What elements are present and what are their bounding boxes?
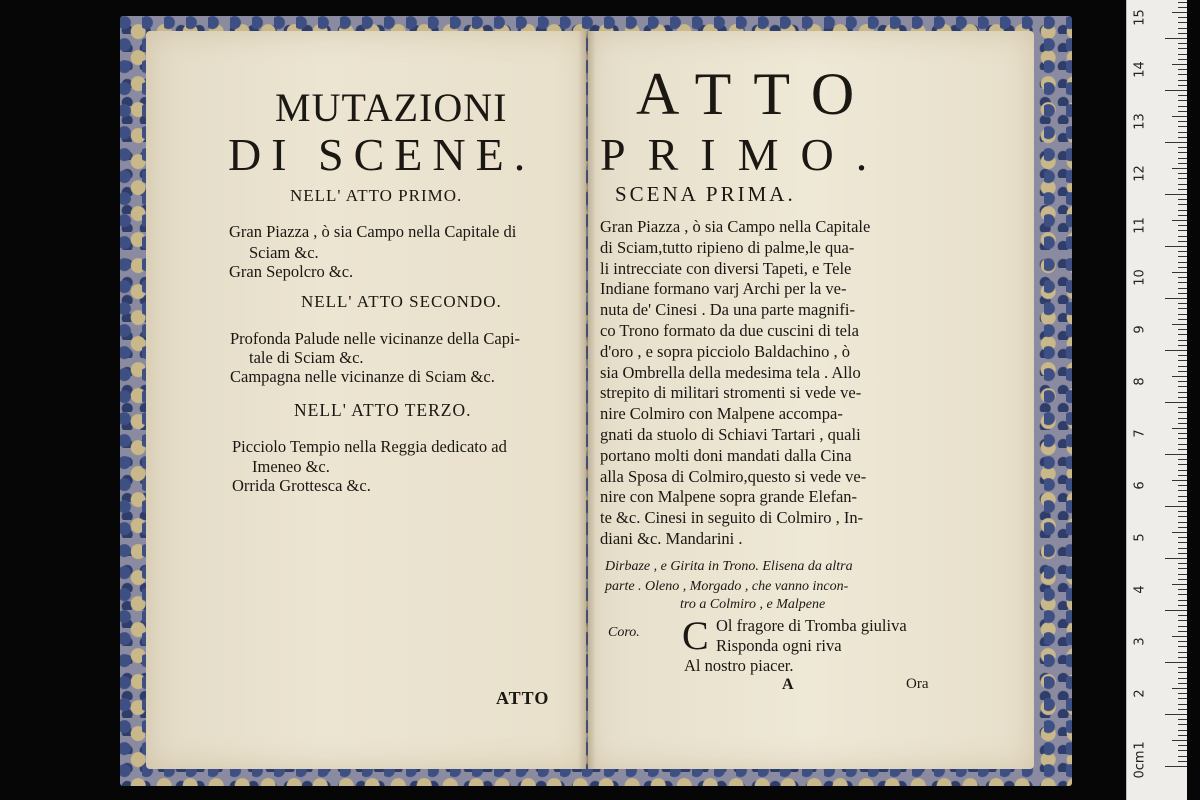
ruler-tick (1178, 719, 1187, 720)
ruler-tick (1178, 745, 1187, 746)
ruler-tick (1178, 111, 1187, 112)
ruler-tick (1178, 158, 1187, 159)
paragraph-line: gnati da stuolo di Schiavi Tartari , quali (600, 424, 861, 444)
paragraph-line: co Trono formato da due cuscini di tela (600, 320, 859, 340)
ruler-tick (1178, 33, 1187, 34)
ruler-tick (1178, 267, 1187, 268)
ruler-tick (1178, 563, 1187, 564)
ruler-number: 14 (1132, 61, 1148, 78)
ruler-tick (1178, 59, 1187, 60)
ruler-tick (1178, 225, 1187, 226)
act1-scene-line: Gran Sepolcro &c. (229, 262, 354, 281)
ruler-tick (1178, 574, 1187, 575)
ruler-tick (1178, 709, 1187, 710)
ruler-tick (1178, 345, 1187, 346)
ruler-tick (1178, 132, 1187, 133)
ruler-tick (1178, 251, 1187, 252)
ruler-tick (1178, 126, 1187, 127)
ruler-tick (1178, 2, 1187, 3)
ruler-tick (1172, 12, 1187, 13)
ruler-tick (1178, 85, 1187, 86)
ruler-tick (1172, 636, 1187, 637)
ruler-tick (1178, 256, 1187, 257)
ruler-tick (1178, 314, 1187, 315)
ruler-tick (1178, 735, 1187, 736)
paragraph-line: nire Colmiro con Malpene accompa- (600, 404, 843, 424)
ruler-tick (1178, 360, 1187, 361)
ruler-tick (1178, 522, 1187, 523)
ruler-tick (1178, 381, 1187, 382)
ruler-tick (1178, 724, 1187, 725)
ruler-tick (1178, 438, 1187, 439)
stage-direction: Dirbaze , e Girita in Trono. Elisena da altra (605, 559, 853, 574)
ruler-tick (1178, 163, 1187, 164)
ruler-number: 7 (1132, 429, 1148, 438)
ruler-tick (1178, 615, 1187, 616)
paragraph-line: Indiane formano varj Archi per la ve- (600, 279, 847, 299)
ruler-tick (1178, 236, 1187, 237)
ruler-tick (1178, 152, 1187, 153)
ruler-tick (1178, 392, 1187, 393)
ruler-tick (1178, 516, 1187, 517)
ruler-tick (1178, 22, 1187, 23)
ruler-tick (1178, 241, 1187, 242)
paragraph-line: te &c. Cinesi in seguito di Colmiro , In- (600, 508, 864, 528)
ruler-tick (1165, 298, 1187, 299)
act3-heading: NELL' ATTO TERZO. (294, 400, 472, 420)
ruler-tick (1178, 199, 1187, 200)
ruler-tick (1178, 683, 1187, 684)
ruler-tick (1178, 121, 1187, 122)
ruler-tick (1172, 168, 1187, 169)
ruler-tick (1165, 610, 1187, 611)
ruler-tick (1178, 433, 1187, 434)
ruler-tick (1172, 324, 1187, 325)
ruler-tick (1178, 641, 1187, 642)
ruler-tick (1178, 277, 1187, 278)
left-title-line1: MUTAZIONI (275, 85, 508, 130)
ruler-tick (1165, 38, 1187, 39)
ruler-tick (1172, 64, 1187, 65)
ruler-number: 8 (1132, 377, 1148, 386)
signature-mark: A (782, 676, 794, 693)
ruler-tick (1178, 568, 1187, 569)
measurement-ruler (1126, 0, 1187, 800)
ruler-number: 15 (1132, 9, 1148, 26)
ruler-tick (1178, 184, 1187, 185)
ruler-tick (1178, 17, 1187, 18)
ruler-number: 1 (1132, 741, 1148, 750)
speaker-label: Coro. (608, 625, 640, 640)
ruler-tick (1178, 397, 1187, 398)
ruler-unit-label: 0cm (1132, 750, 1148, 779)
ruler-tick (1178, 750, 1187, 751)
right-title-line1: ATTO (636, 61, 877, 127)
ruler-tick (1178, 100, 1187, 101)
ruler-number: 13 (1132, 113, 1148, 130)
ruler-tick (1178, 366, 1187, 367)
ruler-tick (1178, 319, 1187, 320)
ruler-number: 3 (1132, 637, 1148, 646)
ruler-number: 10 (1132, 269, 1148, 286)
ruler-tick (1178, 444, 1187, 445)
paragraph-line: alla Sposa di Colmiro,questo si vede ve- (600, 466, 867, 486)
ruler-tick (1178, 646, 1187, 647)
ruler-tick (1178, 423, 1187, 424)
ruler-tick (1178, 189, 1187, 190)
ruler-tick (1178, 43, 1187, 44)
ruler-tick (1178, 7, 1187, 8)
ruler-tick (1172, 220, 1187, 221)
ruler-tick (1178, 80, 1187, 81)
act2-scene-line: tale di Sciam &c. (249, 348, 364, 367)
act2-scene-line: Profonda Palude nelle vicinanze della Capi- (230, 329, 521, 348)
scene-description (600, 216, 870, 549)
verse-line: Risponda ogni riva (716, 636, 842, 655)
paragraph-line: strepito di militari stromenti si vede ve- (600, 383, 862, 403)
ruler-tick (1165, 558, 1187, 559)
ruler-tick (1178, 485, 1187, 486)
act3-scene-line: Imeneo &c. (252, 457, 330, 476)
ruler-tick (1165, 350, 1187, 351)
ruler-tick (1178, 730, 1187, 731)
act1-heading: NELL' ATTO PRIMO. (290, 186, 463, 205)
ruler-tick (1178, 106, 1187, 107)
ruler-tick (1178, 303, 1187, 304)
ruler-tick (1178, 147, 1187, 148)
right-catchword: Ora (906, 676, 929, 692)
ruler-tick (1165, 246, 1187, 247)
ruler-tick (1178, 672, 1187, 673)
ruler-tick (1178, 496, 1187, 497)
ruler-tick (1178, 262, 1187, 263)
act2-heading: NELL' ATTO SECONDO. (301, 292, 502, 311)
act1-scene-line: Sciam &c. (249, 243, 319, 262)
ruler-tick (1178, 69, 1187, 70)
ruler-tick (1178, 490, 1187, 491)
ruler-tick (1178, 293, 1187, 294)
left-title-line2: DI SCENE. (228, 129, 536, 180)
ruler-tick (1178, 631, 1187, 632)
ruler-tick (1165, 506, 1187, 507)
ruler-tick (1178, 626, 1187, 627)
ruler-tick (1178, 464, 1187, 465)
ruler-tick (1178, 527, 1187, 528)
ruler-tick (1178, 178, 1187, 179)
ruler-tick (1178, 594, 1187, 595)
ruler-tick (1178, 355, 1187, 356)
ruler-tick (1178, 54, 1187, 55)
ruler-tick (1178, 657, 1187, 658)
ruler-tick (1178, 475, 1187, 476)
ruler-tick (1178, 579, 1187, 580)
stage-direction: parte . Oleno , Morgado , che vanno incon- (605, 579, 849, 594)
ruler-tick (1172, 116, 1187, 117)
ruler-tick (1178, 210, 1187, 211)
ruler-tick (1178, 74, 1187, 75)
scene-heading: SCENA PRIMA. (615, 182, 796, 206)
verse-line: Al nostro piacer. (684, 656, 794, 675)
ruler-tick (1178, 95, 1187, 96)
ruler-tick (1178, 173, 1187, 174)
ruler-tick (1165, 402, 1187, 403)
ruler-tick (1178, 308, 1187, 309)
paragraph-line: nuta de' Cinesi . Da una parte magnifi- (600, 300, 855, 320)
ruler-tick (1178, 501, 1187, 502)
act3-scene-line: Orrida Grottesca &c. (232, 476, 371, 495)
ruler-tick (1165, 142, 1187, 143)
ruler-tick (1178, 329, 1187, 330)
left-catchword: ATTO (496, 688, 550, 708)
ruler-tick (1172, 272, 1187, 273)
drop-cap: C (682, 613, 709, 658)
ruler-number: 6 (1132, 481, 1148, 490)
ruler-tick (1178, 459, 1187, 460)
ruler-tick (1178, 282, 1187, 283)
ruler-tick (1165, 454, 1187, 455)
ruler-tick (1178, 693, 1187, 694)
ruler-tick (1178, 542, 1187, 543)
ruler-tick (1178, 288, 1187, 289)
ruler-number: 11 (1132, 217, 1148, 234)
ruler-tick (1165, 766, 1187, 767)
ruler-tick (1178, 678, 1187, 679)
verse-line: Ol fragore di Tromba giuliva (716, 616, 907, 635)
ruler-tick (1178, 704, 1187, 705)
stage-direction: tro a Colmiro , e Malpene (680, 597, 826, 612)
ruler-tick (1178, 511, 1187, 512)
ruler-tick (1172, 428, 1187, 429)
ruler-tick (1178, 230, 1187, 231)
right-title-line2: PRIMO. (600, 129, 890, 180)
ruler-number: 2 (1132, 689, 1148, 698)
ruler-tick (1178, 652, 1187, 653)
ruler-tick (1178, 589, 1187, 590)
ruler-number: 12 (1132, 165, 1148, 182)
ruler-tick (1172, 376, 1187, 377)
ruler-number: 4 (1132, 585, 1148, 594)
ruler-tick (1178, 698, 1187, 699)
ruler-tick (1178, 537, 1187, 538)
act1-scene-line: Gran Piazza , ò sia Campo nella Capitale di (229, 222, 517, 241)
ruler-tick (1178, 620, 1187, 621)
ruler-tick (1178, 761, 1187, 762)
ruler-tick (1178, 386, 1187, 387)
ruler-tick (1178, 548, 1187, 549)
ruler-tick (1178, 605, 1187, 606)
ruler-tick (1172, 740, 1187, 741)
paragraph-line: Gran Piazza , ò sia Campo nella Capitale (600, 217, 871, 236)
ruler-tick (1165, 714, 1187, 715)
ruler-tick (1178, 412, 1187, 413)
ruler-tick (1165, 662, 1187, 663)
act2-scene-line: Campagna nelle vicinanze di Sciam &c. (230, 367, 495, 386)
ruler-tick (1178, 204, 1187, 205)
ruler-tick (1172, 480, 1187, 481)
ruler-tick (1178, 334, 1187, 335)
ruler-tick (1178, 600, 1187, 601)
ruler-tick (1178, 371, 1187, 372)
ruler-tick (1178, 48, 1187, 49)
ruler-tick (1178, 215, 1187, 216)
book-gutter (578, 31, 596, 769)
ruler-tick (1165, 90, 1187, 91)
paragraph-line: d'oro , e sopra picciolo Baldachino , ò (600, 341, 850, 361)
ruler-tick (1178, 756, 1187, 757)
paragraph-line: nire con Malpene sopra grande Elefan- (600, 487, 858, 507)
ruler-tick (1172, 532, 1187, 533)
ruler-tick (1172, 688, 1187, 689)
ruler-tick (1178, 418, 1187, 419)
ruler-tick (1178, 553, 1187, 554)
act3-scene-line: Picciolo Tempio nella Reggia dedicato ad (232, 437, 507, 456)
paragraph-line: di Sciam,tutto ripieno di palme,le qua- (600, 237, 855, 257)
ruler-tick (1178, 28, 1187, 29)
ruler-tick (1172, 584, 1187, 585)
ruler-number: 9 (1132, 325, 1148, 334)
paragraph-line: sia Ombrella della medesima tela . Allo (600, 362, 861, 382)
ruler-tick (1178, 449, 1187, 450)
paragraph-line: li intrecciate con diversi Tapeti, e Tele (600, 258, 852, 278)
ruler-tick (1178, 667, 1187, 668)
paragraph-line: diani &c. Mandarini . (600, 528, 743, 548)
paragraph-line: portano molti doni mandati dalla Cina (600, 445, 852, 465)
ruler-tick (1165, 194, 1187, 195)
ruler-number: 5 (1132, 533, 1148, 542)
ruler-tick (1178, 407, 1187, 408)
ruler-tick (1178, 470, 1187, 471)
ruler-tick (1178, 137, 1187, 138)
ruler-tick (1178, 340, 1187, 341)
